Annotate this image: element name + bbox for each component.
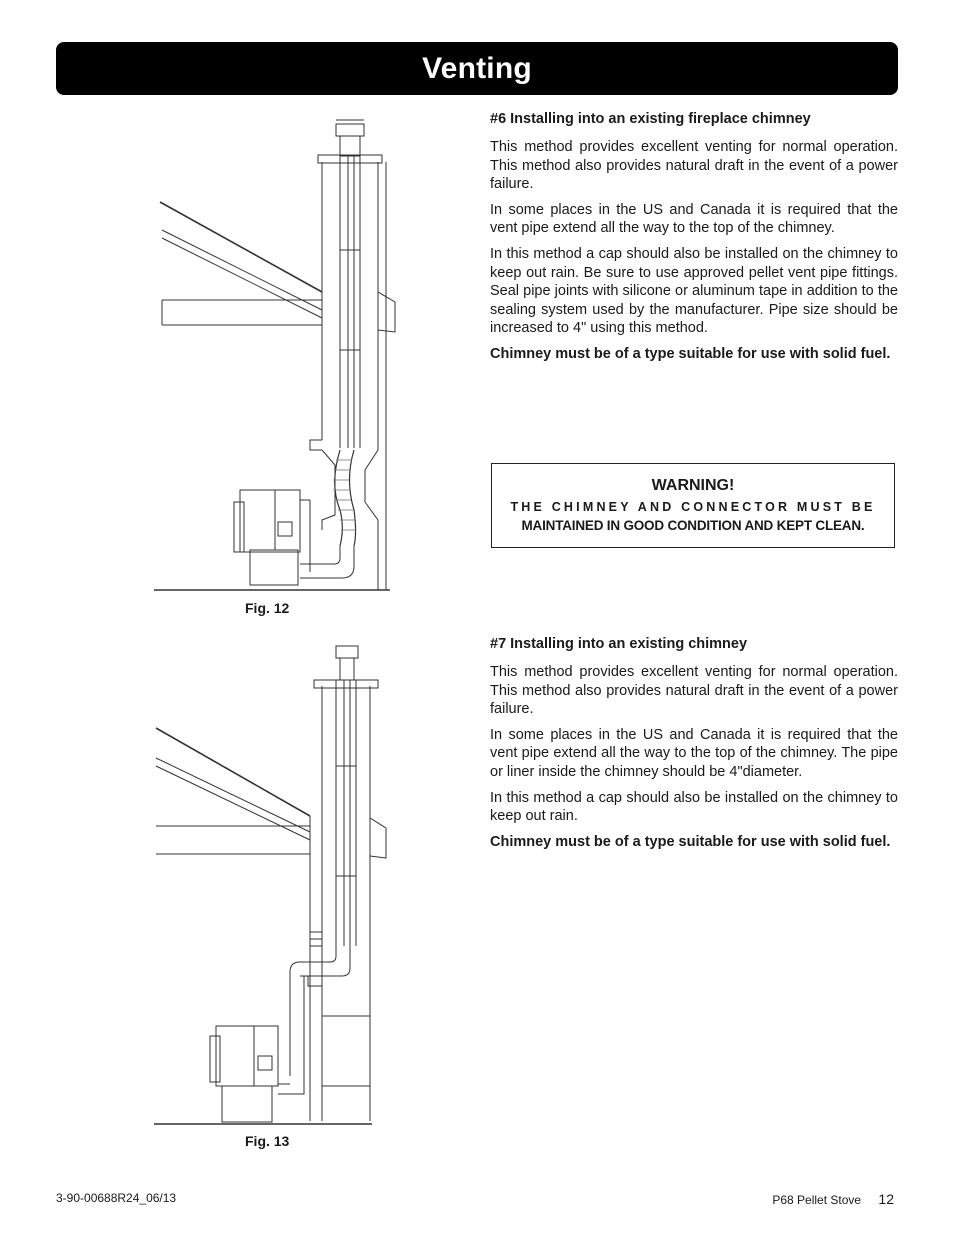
section-7-solid-fuel-note: Chimney must be of a type suitable for use with solid fuel. <box>490 833 891 850</box>
fig-13-existing-chimney-diagram <box>150 636 400 1131</box>
section-6-paragraph-2: In some places in the US and Canada it is required that the vent pipe extend all the way to the top of the chimney. <box>490 201 898 237</box>
warning-title: WARNING! <box>651 477 735 494</box>
fig-12-caption: Fig. 12 <box>245 600 290 616</box>
footer-product-page <box>772 1191 894 1207</box>
page-title: Venting <box>422 51 532 85</box>
warning-text-line-1: THE CHIMNEY AND CONNECTOR MUST BE <box>510 500 876 514</box>
section-6-paragraph-1: This method provides excellent venting for normal operation. This method also provides natural draft in the event of a power failure. <box>490 139 898 193</box>
warning-box <box>491 463 895 548</box>
section-7 <box>490 635 898 858</box>
footer-product: P68 Pellet Stove <box>772 1193 862 1207</box>
section-7-paragraph-2: In some places in the US and Canada it is required that the vent pipe extend all the way to the top of the chimney. The pipe or liner inside the chimney should be 4"diameter. <box>490 726 898 780</box>
section-7-heading: #7 Installing into an existing chimney <box>490 636 748 652</box>
header-bar <box>56 42 898 95</box>
section-6 <box>490 110 898 371</box>
section-6-solid-fuel-note: Chimney must be of a type suitable for use with solid fuel. <box>490 345 891 362</box>
section-7-paragraph-1: This method provides excellent venting for normal operation. This method also provides natural draft in the event of a power failure. <box>490 664 898 718</box>
fig-13-caption: Fig. 13 <box>245 1133 290 1149</box>
warning-text-line-2: MAINTAINED IN GOOD CONDITION AND KEPT CLEAN. <box>521 518 865 533</box>
section-7-paragraph-3: In this method a cap should also be installed on the chimney to keep out rain. <box>490 789 898 825</box>
page-number: 12 <box>878 1191 894 1207</box>
fig-12-fireplace-chimney-diagram <box>150 110 400 600</box>
section-6-heading: #6 Installing into an existing fireplace chimney <box>490 111 811 127</box>
footer-doc-number: 3-90-00688R24_06/13 <box>56 1191 177 1205</box>
section-6-paragraph-3: In this method a cap should also be installed on the chimney to keep out rain. Be sure to use approved pellet vent pipe fittings. Seal pipe joints with silicone or aluminum tape in addition to the sealing system used by the manufacturer. Pipe size should be increased to 4" using this method. <box>490 245 898 337</box>
